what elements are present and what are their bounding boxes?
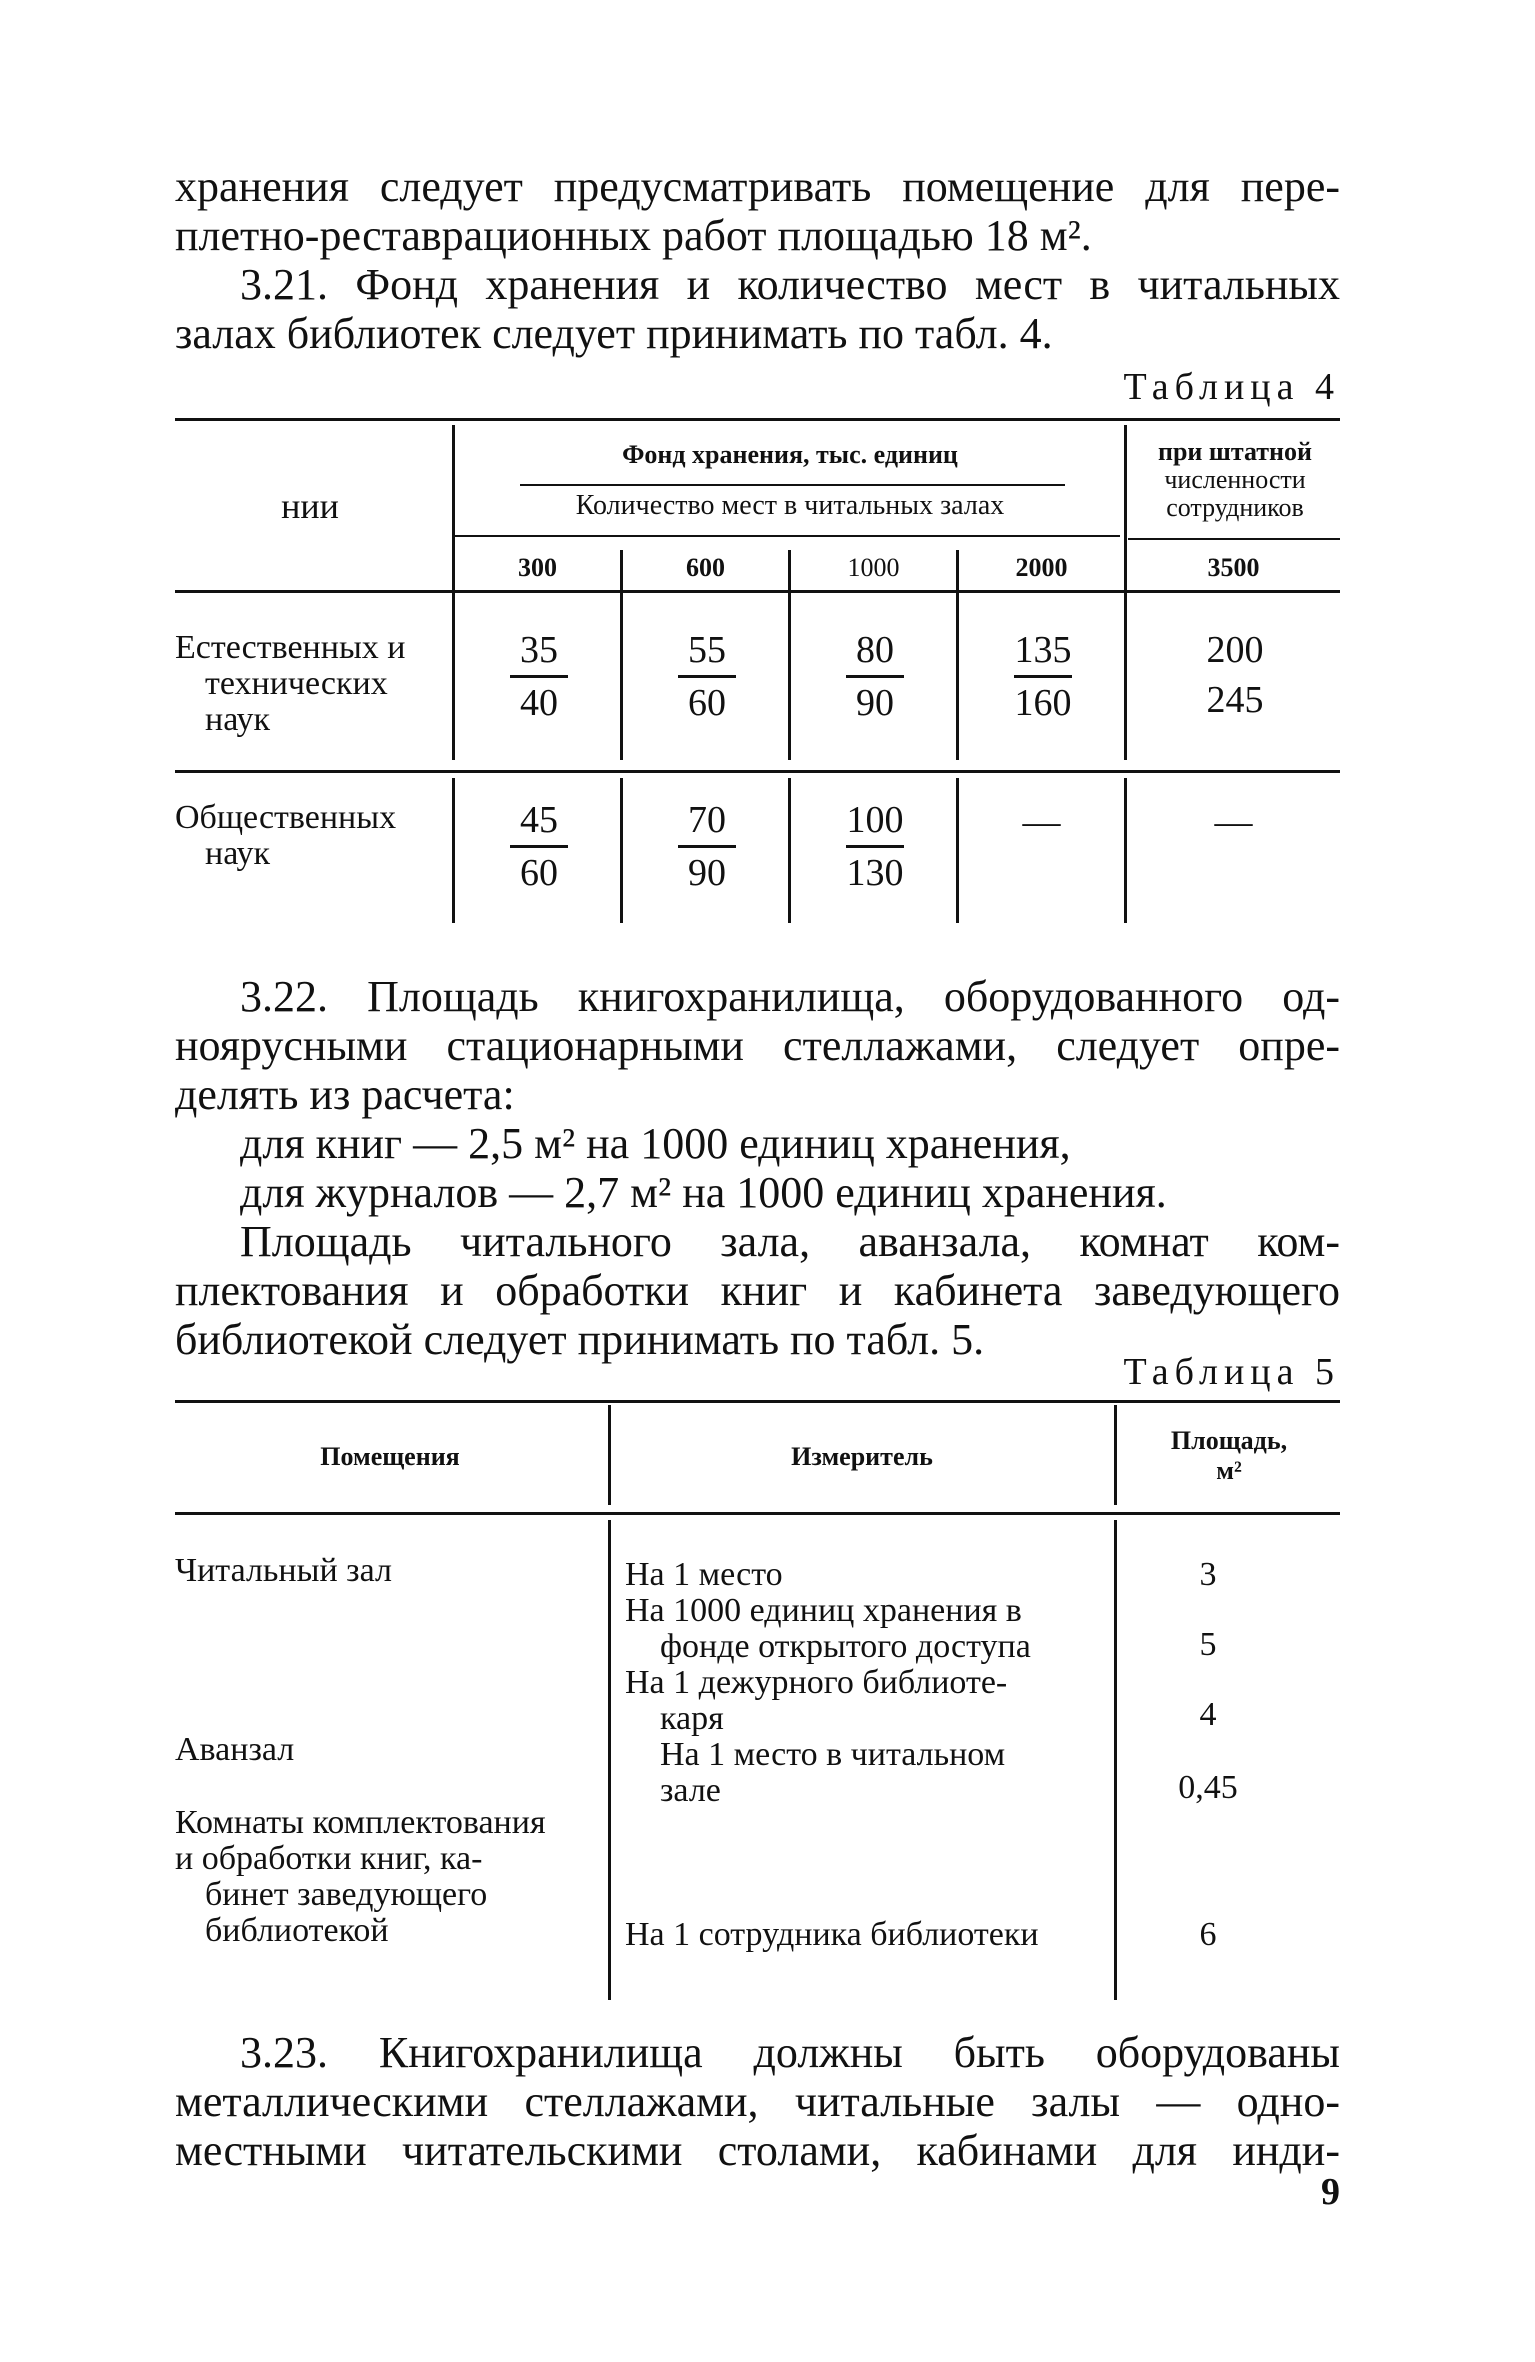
table4-row2-col4-dash: —	[1022, 801, 1061, 843]
table4-col-600: 600	[686, 553, 725, 582]
table4-row2-label-line-1: Общественных	[175, 799, 397, 836]
table4-col-300: 300	[518, 553, 557, 582]
table5-measure-2	[625, 1593, 1110, 1665]
table4-row2-label	[175, 800, 445, 872]
table5-header-rule	[175, 1512, 1340, 1515]
table4-row1-cell-3	[820, 625, 930, 728]
para-322-item-2: для журналов — 2,7 м² на 1000 единиц хранения.	[240, 1168, 1167, 1217]
table4-vline-0b	[452, 778, 455, 923]
table5-measure-1: На 1 место	[625, 1556, 783, 1593]
table4-row1-cell-4	[988, 625, 1098, 728]
table4-right-header-line-2: численности	[1164, 465, 1306, 494]
para-323-line-2: металлическими стеллажами, читальные залы — одно-	[175, 2077, 1340, 2126]
table4-row2-cell-3	[820, 795, 930, 898]
para-322-line-2: ноярусными стационарными стеллажами, следует опре-	[175, 1021, 1340, 1070]
table4-row1-last-top: 200	[1206, 629, 1264, 671]
table4-group-header-top: Фонд хранения, тыс. единиц	[622, 440, 958, 469]
fraction-top: 55	[678, 625, 736, 678]
table4-group-rule	[520, 484, 1065, 486]
fraction-bottom: 130	[846, 852, 904, 894]
table4-group-header-bottom: Количество мест в читальных залах	[575, 490, 1005, 521]
para-top-line-1: хранения следует предусматривать помещение для пере-	[175, 162, 1340, 211]
fraction-top: 35	[510, 625, 568, 678]
fraction-bottom: 60	[520, 852, 558, 894]
table4-row1-cell-1	[484, 625, 594, 728]
para-322-item-1: для книг — 2,5 м² на 1000 единиц хранения,	[240, 1119, 1071, 1168]
table5-header-measure: Измеритель	[791, 1442, 933, 1471]
table4-row2-label-line-2: наук	[205, 835, 271, 872]
para-top-line-2: плетно-реставрационных работ площадью 18 м².	[175, 211, 1092, 260]
table5-measure-2-line-2: фонде открытого доступа	[660, 1628, 1031, 1665]
table4-row-rule	[175, 770, 1340, 773]
table5-area-2: 5	[1199, 1626, 1217, 1663]
table4-top-rule	[175, 418, 1340, 421]
table5-vline-1	[608, 1520, 611, 2000]
fraction-top: 70	[678, 795, 736, 848]
table4-right-header-line-1: при штатной	[1157, 437, 1313, 466]
table4-row2-cell-1	[484, 795, 594, 898]
table5-header-area	[1118, 1426, 1340, 1486]
table4-header-rule	[175, 590, 1340, 593]
table4-row1-label-line-3: наук	[205, 701, 271, 738]
para-322-line-1: 3.22. Площадь книгохранилища, оборудованного од-	[240, 972, 1340, 1021]
table4-row1-label	[175, 630, 445, 738]
table5-header-rooms: Помещения	[320, 1442, 460, 1471]
fraction-bottom: 160	[1014, 682, 1072, 724]
table5-area-5: 6	[1199, 1916, 1217, 1953]
table5-vline-2	[1114, 1520, 1117, 2000]
table5-header-vline-1	[608, 1405, 611, 1505]
table4-row1-label-line-1: Естественных и	[175, 629, 406, 666]
fraction-bottom: 90	[688, 852, 726, 894]
page-number: 9	[1321, 2171, 1340, 2213]
table4-col-1000: 1000	[847, 553, 900, 582]
table4-caption: Таблица 4	[1123, 366, 1340, 408]
table5-room-1: Читальный зал	[175, 1552, 392, 1589]
table5-measure-3	[625, 1665, 1110, 1737]
table4-vline-2b	[788, 778, 791, 923]
table5-measure-5: На 1 сотрудника библиотеки	[625, 1916, 1039, 1953]
para-322-line-4: Площадь читального зала, аванзала, комнат ком-	[240, 1217, 1340, 1266]
fraction-top: 100	[846, 795, 904, 848]
table5-area-3: 4	[1199, 1696, 1217, 1733]
fraction-top: 80	[846, 625, 904, 678]
table5-measure-3-line-2: каря	[660, 1700, 724, 1737]
table4-col-2000: 2000	[1015, 553, 1068, 582]
para-323-line-3: местными читательскими столами, кабинами для инди-	[175, 2126, 1340, 2175]
fraction-bottom: 40	[520, 682, 558, 724]
table5-area-4: 0,45	[1178, 1769, 1238, 1806]
table5-room-3-line-2: и обработки книг, ка-	[175, 1840, 483, 1877]
table5-room-3-line-4: библиотекой	[205, 1912, 389, 1949]
para-322-line-5: плектования и обработки книг и кабинета заведующего	[175, 1266, 1340, 1315]
table5-header-area-line-2: м²	[1216, 1456, 1242, 1485]
para-323-line-1: 3.23. Книгохранилища должны быть оборудованы	[240, 2028, 1340, 2077]
table5-room-3	[175, 1805, 605, 1949]
table5-room-3-line-1: Комнаты комплектования	[175, 1804, 546, 1841]
table4-row1-label-line-2: технических	[205, 665, 388, 702]
table4-row1-last-bottom: 245	[1206, 679, 1264, 721]
table4-right-header	[1130, 438, 1340, 522]
table5-measure-3-line-1: На 1 дежурного библиоте-	[625, 1664, 1008, 1701]
table5-area-1: 3	[1199, 1556, 1217, 1593]
table4-row1-last	[1130, 625, 1340, 725]
table4-col-header-rule	[455, 535, 1120, 537]
table4-row2-cell-2	[652, 795, 762, 898]
table5-room-2: Аванзал	[175, 1731, 295, 1768]
fraction-bottom: 60	[688, 682, 726, 724]
table5-measure-4-line-1: На 1 место в читальном	[660, 1736, 1006, 1773]
table4-stub-header: нии	[281, 486, 339, 526]
table5-measure-2-line-1: На 1000 единиц хранения в	[625, 1592, 1022, 1629]
table4-vline-4	[1124, 425, 1127, 760]
table4-vline-1b	[620, 778, 623, 923]
table5-room-3-line-3: бинет заведующего	[205, 1876, 488, 1913]
table5-measure-4-line-2: зале	[660, 1772, 721, 1809]
fraction-top: 135	[1014, 625, 1072, 678]
table4-row2-last-dash: —	[1214, 801, 1253, 843]
para-322-line-3: делять из расчета:	[175, 1070, 515, 1119]
para-321-line-1: 3.21. Фонд хранения и количество мест в читальных	[240, 260, 1340, 309]
fraction-bottom: 90	[856, 682, 894, 724]
table4-right-header-rule	[1128, 538, 1340, 540]
table5-header-vline-2	[1114, 1405, 1117, 1505]
table4-vline-0	[452, 425, 455, 760]
para-321-line-2: залах библиотек следует принимать по табл. 4.	[175, 309, 1053, 358]
table5-caption: Таблица 5	[1123, 1351, 1340, 1393]
table4-row1-cell-2	[652, 625, 762, 728]
table5-measure-4	[660, 1737, 1110, 1809]
table5-header-area-line-1: Площадь,	[1170, 1426, 1288, 1455]
fraction-top: 45	[510, 795, 568, 848]
table5-top-rule	[175, 1400, 1340, 1403]
table4-right-header-line-3: сотрудников	[1166, 493, 1304, 522]
table4-col-3500: 3500	[1207, 553, 1260, 582]
para-322-line-6: библиотекой следует принимать по табл. 5.	[175, 1315, 985, 1364]
